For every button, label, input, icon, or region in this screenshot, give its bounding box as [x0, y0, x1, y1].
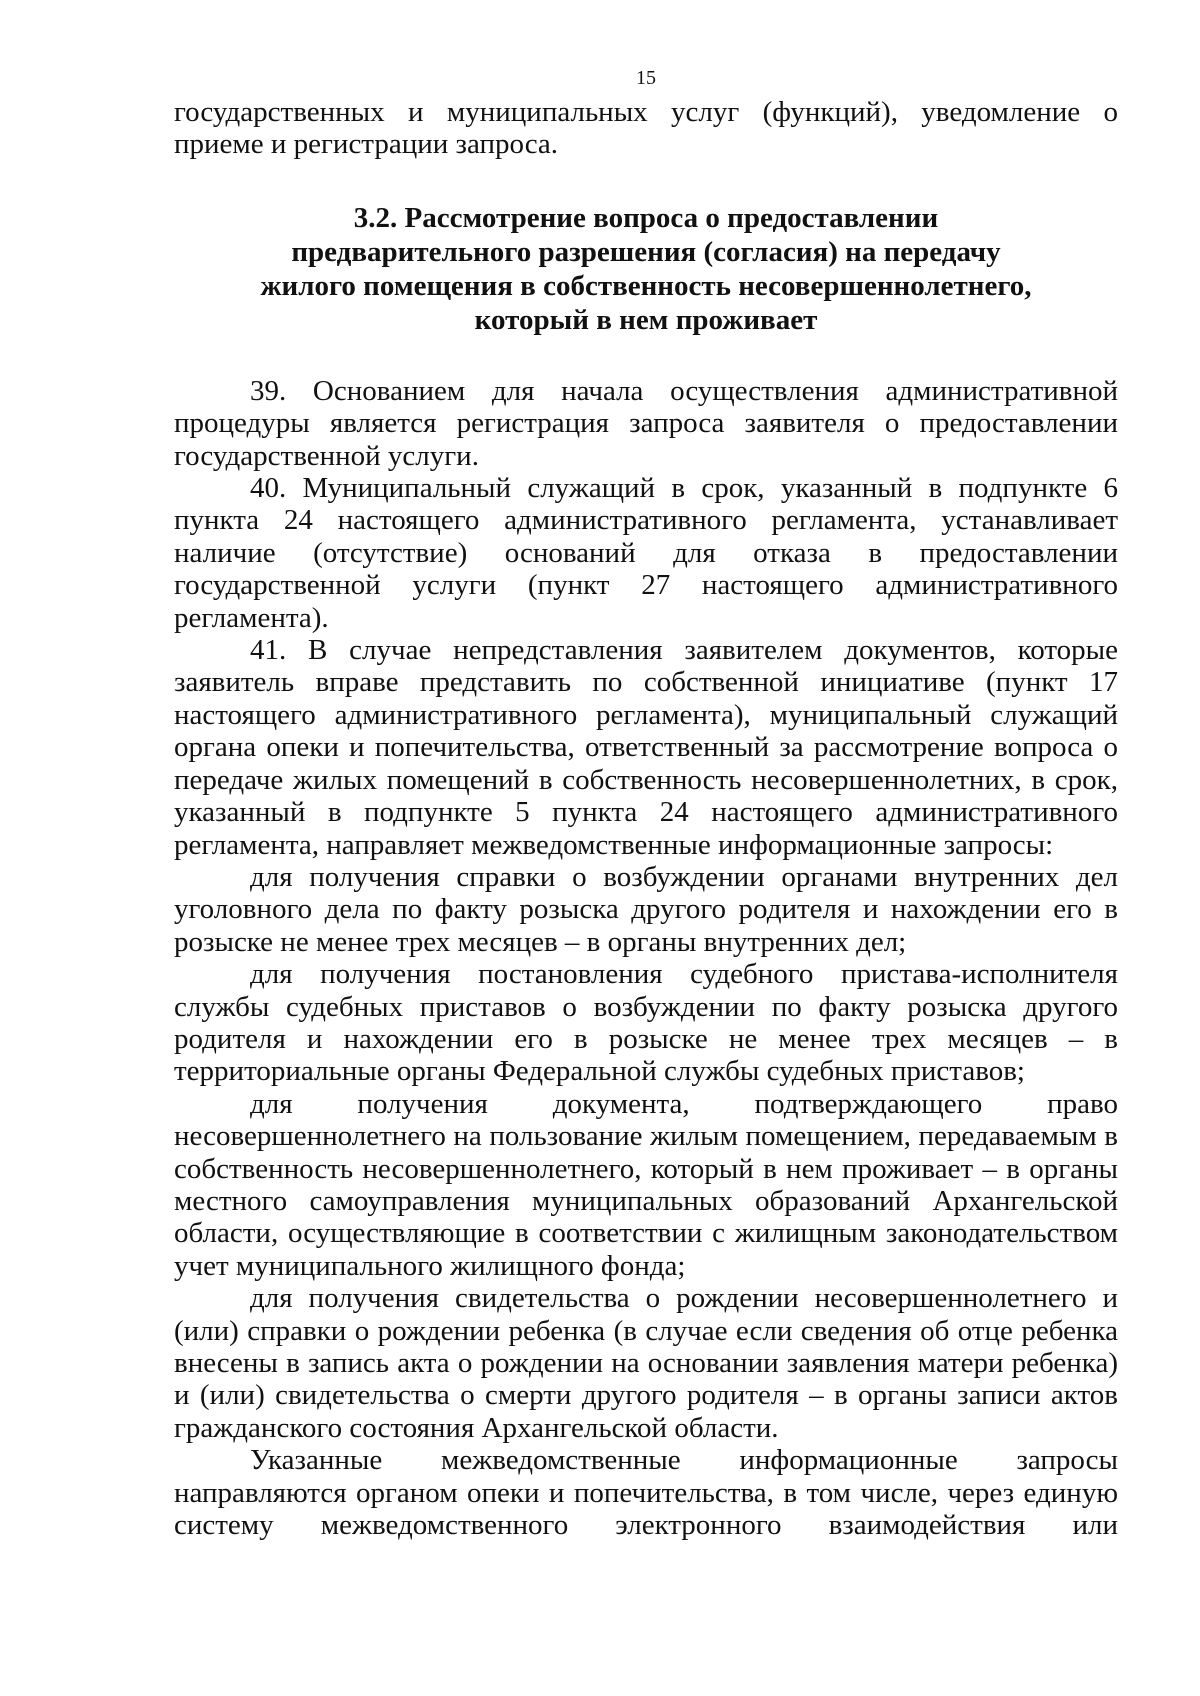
request-item-local-government: для получения документа, подтверждающего право несовершеннолетнего на пользование жилым помещением, передаваемым в собственность несовершеннолетнего, который в нем проживает – в органы местного самоуправления муниципальных образований Архангельской области, осуществляющие в соответствии с жилищным законодательством учет муниципального жилищного фонда; — [174, 1087, 1118, 1282]
section-heading — [174, 201, 1118, 337]
request-item-internal-affairs: для получения справки о возбуждении органами внутренних дел уголовного дела по факту розыска другого родителя и нахождении его в розыске не менее трех месяцев – в органы внутренних дел; — [174, 860, 1118, 958]
intro-paragraph: государственных и муниципальных услуг (функций), уведомление о приеме и регистрации запроса. — [174, 96, 1118, 161]
section-heading-line: который в нем проживает — [474, 303, 818, 336]
request-item-bailiffs: для получения постановления судебного пристава-исполнителя службы судебных приставов о возбуждении по факту розыска другого родителя и нахождении его в розыске не менее трех месяцев – в территориальные органы Федеральной службы судебных приставов; — [174, 958, 1118, 1088]
request-item-civil-registry: для получения свидетельства о рождении несовершеннолетнего и (или) справки о рождении ребенка (в случае если сведения об отце ребенка внесены в запись акта о рождении на основании заявления матери ребенка) и (или) свидетельства о смерти другого родителя – в органы записи актов гражданского состояния Архангельской области. — [174, 1282, 1118, 1444]
final-paragraph: Указанные межведомственные информационные запросы направляются органом опеки и попечительства, в том числе, через единую систему межведомственного электронного взаимодействия или — [174, 1444, 1118, 1542]
paragraph-40: 40. Муниципальный служащий в срок, указанный в подпункте 6 пункта 24 настоящего административного регламента, устанавливает наличие (отсутствие) оснований для отказа в предоставлении государственной услуги (пункт 27 настоящего административного регламента). — [174, 472, 1118, 634]
section-heading-line: 3.2. Рассмотрение вопроса о предоставлении — [353, 201, 939, 234]
section-heading-line: жилого помещения в собственность несовершеннолетнего, — [260, 269, 1032, 302]
paragraph-39: 39. Основанием для начала осуществления административной процедуры является регистрация запроса заявителя о предоставлении государственной услуги. — [174, 374, 1118, 472]
section-heading-line: предварительного разрешения (согласия) на передачу — [291, 235, 1001, 268]
page-number: 15 — [636, 67, 656, 89]
paragraph-41: 41. В случае непредставления заявителем документов, которые заявитель вправе представить по собственной инициативе (пункт 17 настоящего административного регламента), муниципальный служащий органа опеки и попечительства, ответственный за рассмотрение вопроса о передаче жилых помещений в собственность несовершеннолетних, в срок, указанный в подпункте 5 пункта 24 настоящего административного регламента, направляет межведомственные информационные запросы: — [174, 634, 1118, 861]
document-page — [174, 64, 1118, 1541]
